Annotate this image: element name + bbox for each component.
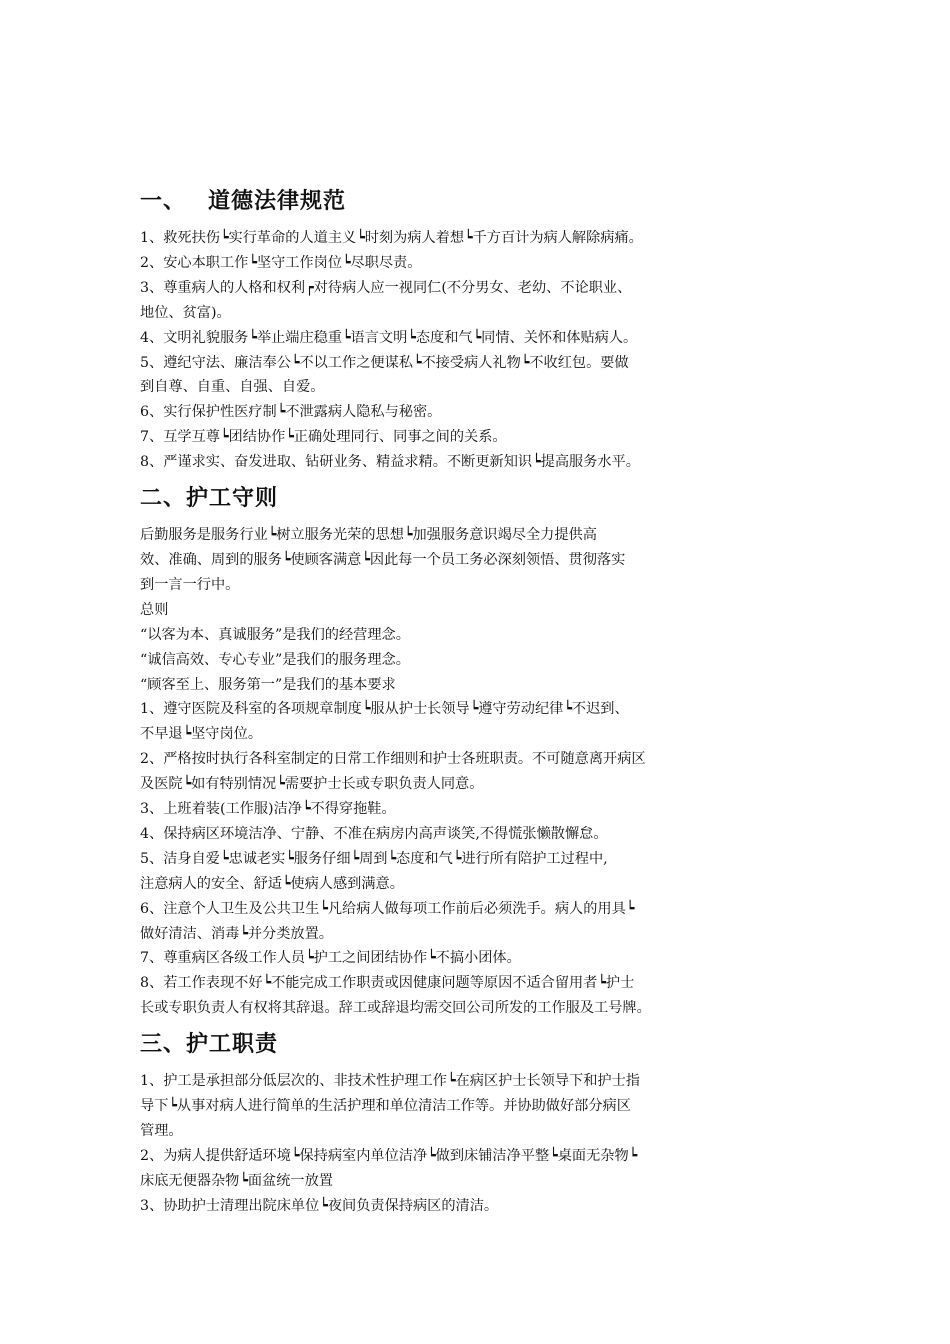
- section-2-line: 注意病人的安全、舒适┕使病人感到满意。: [140, 875, 404, 892]
- section-3-heading: 三、护工职责: [140, 1032, 279, 1058]
- section-1-line: 到自尊、自重、自强、自爱。: [140, 379, 325, 396]
- section-3-line: 导下┕从事对病人进行简单的生活护理和单位清洁工作等。并协助做好部分病区: [140, 1098, 631, 1115]
- section-3-line: 3、协助护士清理出院床单位┕夜间负责保持病区的清洁。: [140, 1197, 499, 1214]
- section-1-line: 5、遵纪守法、廉洁奉公┕不以工作之便谋私┕不接受病人礼物┕不收红包。要做: [140, 354, 629, 371]
- section-1-number: 一、: [140, 189, 187, 214]
- section-1-line: 6、实行保护性医疗制┕不泄露病人隐私与秘密。: [140, 404, 442, 421]
- section-1-title: 道德法律规范: [208, 189, 347, 214]
- section-2-line: 1、遵守医院及科室的各项规章制度┕服从护士长领导┕遵守劳动纪律┕不迟到、: [140, 701, 629, 718]
- section-1-line: 7、互学互尊┕团结协作┕正确处理同行、同事之间的关系。: [140, 429, 507, 446]
- section-2-line: 不早退┕坚守岗位。: [140, 726, 263, 743]
- section-2-line: 长或专职负责人有权将其辞退。辞工或辞退均需交回公司所发的工作服及工号牌。: [140, 1000, 651, 1017]
- section-3-body: [140, 1069, 780, 1218]
- section-2-line: 4、保持病区环境洁净、宁静、不准在病房内高声谈笑,不得慌张懒散懈怠。: [140, 825, 608, 842]
- section-1-body: [140, 226, 780, 475]
- section-2-line: 及医院┕如有特别情况┕需要护士长或专职负责人同意。: [140, 776, 484, 793]
- section-2-line: “以客为本、真诚服务”是我们的经营理念。: [140, 626, 410, 643]
- section-1-line: 1、救死扶伤┕实行革命的人道主义┕时刻为病人着想┕千方百计为病人解除病痛。: [140, 230, 643, 246]
- section-1-heading: [140, 186, 780, 218]
- section-2-line: 做好清洁、消毒┕并分类放置。: [140, 925, 333, 942]
- section-2-line: “诚信高效、专心专业”是我们的服务理念。: [140, 651, 410, 668]
- section-3-line: 管理。: [140, 1123, 183, 1139]
- section-2-line: “顾客至上、服务第一”是我们的基本要求: [140, 676, 396, 693]
- section-2-line: 5、洁身自爱┕忠诚老实┕服务仔细┕周到┕态度和气┕进行所有陪护工过程中,: [140, 850, 608, 867]
- document-page: [140, 182, 780, 1219]
- section-2-line: 8、若工作表现不好┕不能完成工作职责或因健康问题等原因不适合留用者┕护士: [140, 975, 635, 992]
- section-2-line: 总则: [140, 601, 169, 618]
- section-1-line: 地位、贫富)。: [140, 304, 231, 321]
- section-2-line: 3、上班着装(工作服)洁净┕不得穿拖鞋。: [140, 801, 396, 818]
- section-2-line: 后勤服务是服务行业┕树立服务光荣的思想┕加强服务意识竭尽全力提供高: [140, 527, 597, 544]
- section-3-line: 2、为病人提供舒适环境┕保持病室内单位洁净┕做到床铺洁净平整┕桌面无杂物┕: [140, 1147, 638, 1164]
- section-1-line: 8、严谨求实、奋发进取、钻研业务、精益求精。不断更新知识┕提高服务水平。: [140, 454, 640, 471]
- section-2-line: 到一言一行中。: [140, 576, 240, 593]
- section-2-line: 7、尊重病区各级工作人员┕护工之间团结协作┕不搞小团体。: [140, 950, 521, 967]
- section-2-body: [140, 523, 780, 1021]
- section-2-line: 6、注意个人卫生及公共卫生┕凡给病人做每项工作前后必须洗手。病人的用具┕: [140, 900, 635, 917]
- section-2-heading: 二、护工守则: [140, 486, 279, 512]
- section-2-line: 效、准确、周到的服务┕使顾客满意┕因此每一个员工务必深刻领悟、贯彻落实: [140, 551, 626, 568]
- section-1-line: 3、尊重病人的人格和权利┍对待病人应一视同仁(不分男女、老幼、不论职业、: [140, 279, 632, 296]
- section-2-line: 2、严格按时执行各科室制定的日常工作细则和护士各班职责。不可随意离开病区: [140, 751, 646, 768]
- section-1-line: 2、安心本职工作┕坚守工作岗位┕尽职尽责。: [140, 254, 422, 271]
- section-1-line: 4、文明礼貌服务┕举止端庄稳重┕语言文明┕态度和气┕同情、关怀和体贴病人。: [140, 329, 638, 346]
- section-3-line: 1、护工是承担部分低层次的、非技术性护理工作┕在病区护士长领导下和护士指: [140, 1073, 640, 1090]
- section-3-line: 床底无便器杂物┕面盆统一放置: [140, 1172, 333, 1189]
